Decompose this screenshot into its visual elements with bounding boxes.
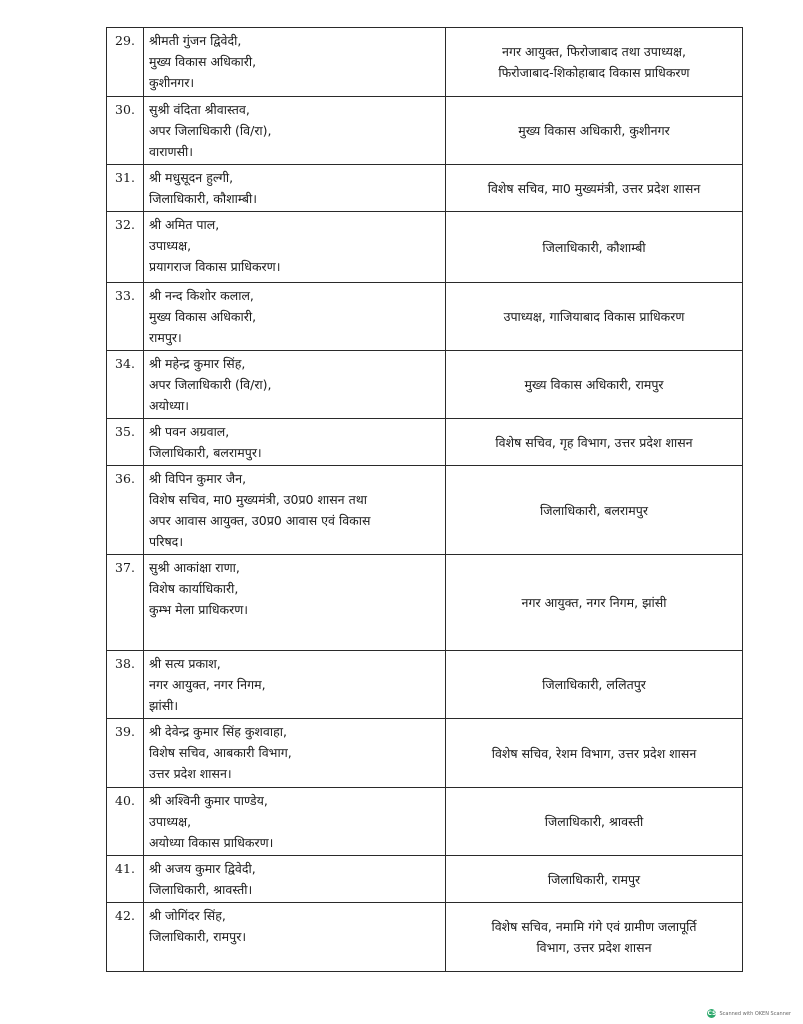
- officer-line: रामपुर।: [149, 330, 182, 345]
- table-row: [107, 719, 743, 788]
- officer-line: उपाध्यक्ष,: [149, 814, 192, 829]
- serial-number: 36.: [107, 466, 144, 555]
- serial-number: 40.: [107, 788, 144, 856]
- new-posting: [446, 419, 743, 466]
- officer-current-post: [144, 555, 446, 651]
- transfer-list-table: [106, 27, 743, 972]
- posting-line: जिलाधिकारी, कौशाम्बी: [542, 239, 646, 255]
- posting-line: मुख्य विकास अधिकारी, कुशीनगर: [518, 123, 670, 138]
- scanner-logo-icon: CS: [707, 1010, 717, 1017]
- officer-line: श्री महेन्द्र कुमार सिंह,: [149, 356, 246, 371]
- officer-line: उत्तर प्रदेश शासन।: [149, 766, 232, 781]
- officer-line: श्री अमित पाल,: [149, 217, 220, 232]
- officer-current-post: [144, 856, 446, 903]
- posting-line: विशेष सचिव, मा0 मुख्यमंत्री, उत्तर प्रदेश शासन: [487, 180, 701, 196]
- officer-current-post: [144, 903, 446, 972]
- posting-line: जिलाधिकारी, बलरामपुर: [540, 502, 648, 518]
- officer-line: उपाध्यक्ष,: [149, 238, 192, 253]
- officer-current-post: [144, 351, 446, 419]
- officer-current-post: [144, 283, 446, 351]
- officer-line: सुश्री आकांक्षा राणा,: [149, 560, 240, 575]
- officer-line: अपर आवास आयुक्त, उ0प्र0 आवास एवं विकास: [149, 513, 371, 528]
- new-posting: [446, 28, 743, 97]
- new-posting: [446, 466, 743, 555]
- officer-current-post: [144, 651, 446, 719]
- table-row: [107, 555, 743, 651]
- new-posting: [446, 719, 743, 788]
- table-row: [107, 856, 743, 903]
- table-row: [107, 165, 743, 212]
- new-posting: [446, 97, 743, 165]
- table-row: [107, 788, 743, 856]
- officer-line: झांसी।: [149, 698, 179, 713]
- officer-line: श्री अजय कुमार द्विवेदी,: [149, 861, 256, 876]
- officer-line: श्री पवन अग्रवाल,: [149, 424, 230, 439]
- officer-current-post: [144, 788, 446, 856]
- table-row: [107, 212, 743, 283]
- new-posting: [446, 903, 743, 972]
- table-body: [107, 28, 743, 972]
- officer-line: नगर आयुक्त, नगर निगम,: [149, 677, 266, 692]
- table-row: [107, 283, 743, 351]
- officer-current-post: [144, 419, 446, 466]
- serial-number: 37.: [107, 555, 144, 651]
- new-posting: [446, 555, 743, 651]
- posting-line: विभाग, उत्तर प्रदेश शासन: [536, 940, 652, 955]
- table-row: [107, 28, 743, 97]
- officer-line: श्री विपिन कुमार जैन,: [149, 471, 247, 486]
- table-row: [107, 651, 743, 719]
- officer-line: मुख्य विकास अधिकारी,: [149, 54, 257, 69]
- table-row: [107, 466, 743, 555]
- new-posting: [446, 788, 743, 856]
- officer-line: श्री नन्द किशोर कलाल,: [149, 288, 254, 303]
- posting-line: जिलाधिकारी, रामपुर: [547, 871, 641, 887]
- scanner-watermark: [707, 1009, 791, 1018]
- serial-number: 32.: [107, 212, 144, 283]
- table-row: [107, 97, 743, 165]
- serial-number: 39.: [107, 719, 144, 788]
- posting-line: विशेष सचिव, गृह विभाग, उत्तर प्रदेश शासन: [495, 434, 693, 450]
- officer-current-post: [144, 212, 446, 283]
- serial-number: 41.: [107, 856, 144, 903]
- officer-line: जिलाधिकारी, बलरामपुर।: [149, 445, 262, 460]
- officer-line: जिलाधिकारी, रामपुर।: [149, 929, 247, 944]
- posting-line: मुख्य विकास अधिकारी, रामपुर: [524, 377, 664, 392]
- officer-line: श्री जोगिंदर सिंह,: [149, 908, 226, 923]
- new-posting: [446, 283, 743, 351]
- officer-current-post: [144, 466, 446, 555]
- serial-number: 30.: [107, 97, 144, 165]
- new-posting: [446, 351, 743, 419]
- serial-number: 35.: [107, 419, 144, 466]
- officer-line: सुश्री वंदिता श्रीवास्तव,: [149, 102, 250, 117]
- serial-number: 38.: [107, 651, 144, 719]
- officer-line: कुम्भ मेला प्राधिकरण।: [149, 602, 249, 617]
- officer-line: अपर जिलाधिकारी (वि/रा),: [149, 123, 272, 138]
- new-posting: [446, 212, 743, 283]
- officer-line: श्री अश्विनी कुमार पाण्डेय,: [149, 793, 268, 808]
- officer-line: विशेष सचिव, आबकारी विभाग,: [149, 745, 292, 760]
- officer-line: मुख्य विकास अधिकारी,: [149, 309, 257, 324]
- serial-number: 29.: [107, 28, 144, 97]
- officer-line: कुशीनगर।: [149, 75, 195, 90]
- serial-number: 42.: [107, 903, 144, 972]
- scanner-watermark-text: Scanned with OKEN Scanner: [719, 1010, 791, 1017]
- officer-line: श्री मधुसूदन हुल्गी,: [149, 170, 234, 185]
- officer-current-post: [144, 719, 446, 788]
- new-posting: [446, 651, 743, 719]
- officer-current-post: [144, 97, 446, 165]
- serial-number: 31.: [107, 165, 144, 212]
- officer-line: अयोध्या विकास प्राधिकरण।: [149, 835, 274, 850]
- posting-line: नगर आयुक्त, नगर निगम, झांसी: [521, 595, 667, 610]
- officer-current-post: [144, 165, 446, 212]
- officer-line: अपर जिलाधिकारी (वि/रा),: [149, 377, 272, 392]
- officer-line: जिलाधिकारी, श्रावस्ती।: [149, 882, 253, 897]
- officer-current-post: [144, 28, 446, 97]
- posting-line: उपाध्यक्ष, गाजियाबाद विकास प्राधिकरण: [503, 309, 685, 324]
- officer-line: अयोध्या।: [149, 398, 189, 413]
- posting-line: जिलाधिकारी, ललितपुर: [542, 677, 646, 692]
- new-posting: [446, 856, 743, 903]
- posting-line: विशेष सचिव, रेशम विभाग, उत्तर प्रदेश शासन: [491, 745, 697, 761]
- officer-line: वाराणसी।: [149, 144, 194, 159]
- table-row: [107, 351, 743, 419]
- officer-line: विशेष सचिव, मा0 मुख्यमंत्री, उ0प्र0 शासन तथा: [149, 492, 367, 507]
- posting-line: जिलाधिकारी, श्रावस्ती: [544, 814, 644, 829]
- posting-line: नगर आयुक्त, फिरोजाबाद तथा उपाध्यक्ष,: [502, 44, 686, 59]
- posting-line: विशेष सचिव, नमामि गंगे एवं ग्रामीण जलापूर्ति: [491, 919, 697, 934]
- officer-line: श्रीमती गुंजन द्विवेदी,: [149, 33, 242, 48]
- officer-line: श्री सत्य प्रकाश,: [149, 656, 221, 671]
- officer-line: श्री देवेन्द्र कुमार सिंह कुशवाहा,: [149, 724, 287, 739]
- serial-number: 34.: [107, 351, 144, 419]
- serial-number: 33.: [107, 283, 144, 351]
- officer-line: जिलाधिकारी, कौशाम्बी।: [149, 191, 258, 206]
- table-row: [107, 419, 743, 466]
- officer-line: प्रयागराज विकास प्राधिकरण।: [149, 259, 281, 274]
- posting-line: फिरोजाबाद-शिकोहाबाद विकास प्राधिकरण: [498, 65, 690, 80]
- new-posting: [446, 165, 743, 212]
- officer-line: परिषद।: [149, 534, 184, 549]
- table-row: [107, 903, 743, 972]
- officer-line: विशेष कार्याधिकारी,: [149, 581, 239, 596]
